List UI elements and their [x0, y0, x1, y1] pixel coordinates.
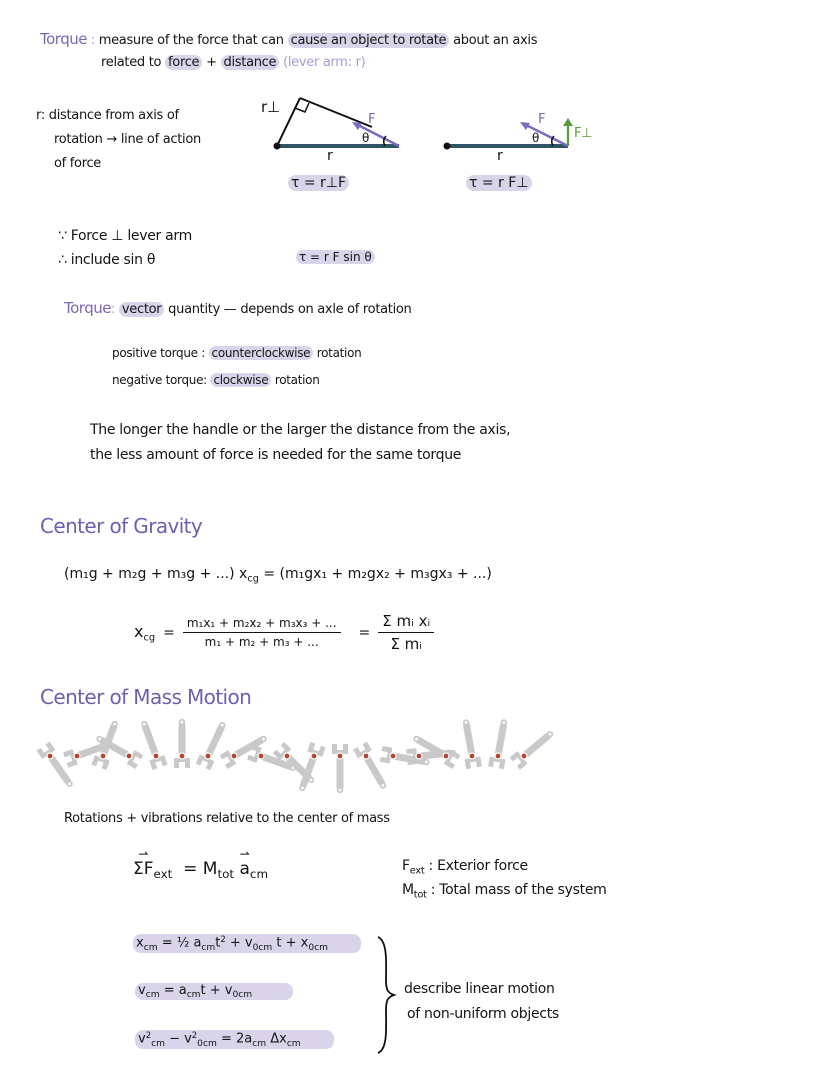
tot-sub: tot — [217, 867, 235, 882]
kinematic-velocity-equation: $v_{cm} = a_{cm}t + v_{0cm}$ — [135, 983, 293, 1000]
formula-tau-rfsin: τ = r F sin θ — [296, 250, 375, 264]
because-line: ∵ Force ⊥ lever arm — [58, 228, 192, 244]
handle-note-line1: The longer the handle or the larger the distance from the axis, — [90, 422, 511, 438]
colon: : — [90, 33, 95, 48]
formula-tau-r-fperp: τ = r F⊥ — [466, 175, 532, 191]
wrench-sequence — [37, 718, 558, 794]
curly-brace — [374, 935, 398, 1055]
r-label-left: r — [327, 148, 333, 164]
counterclockwise-highlight: counterclockwise — [209, 346, 314, 360]
r-label-right: r — [497, 148, 503, 164]
distance-highlight: distance — [221, 55, 280, 70]
cg-eq1-left: (m₁g + m₂g + m₃g + ...) x — [64, 566, 248, 582]
torque-def-highlight: cause an object to rotate — [288, 33, 450, 48]
brace-note-line2: of non-uniform objects — [407, 1006, 559, 1022]
r-def-line3: of force — [54, 156, 101, 171]
vector-highlight: vector — [119, 302, 164, 317]
clockwise-highlight: clockwise — [210, 373, 271, 387]
f-perp-label: F⊥ — [574, 126, 593, 141]
r-label: r: — [36, 108, 45, 123]
vector-rest: quantity — depends on axle of rotation — [168, 302, 412, 317]
equals-mass: = M — [183, 859, 218, 879]
theta-label-right: θ — [532, 131, 540, 145]
torque-def-text-end: about an axis — [453, 33, 538, 48]
formula-tau-rperp-f: τ = r⊥F — [288, 175, 349, 191]
positive-torque-label: positive torque : — [112, 346, 206, 360]
ext-sub: ext — [409, 865, 425, 877]
sum-force-vector: ⇀ ΣF — [133, 859, 154, 879]
f-label-left: F — [368, 112, 376, 127]
negative-torque-label: negative torque: — [112, 373, 207, 387]
xcg-lhs: x — [134, 621, 144, 641]
sigma-numerator: Σ mᵢ xᵢ — [378, 612, 434, 633]
cg-eq1-right: = (m₁gx₁ + m₂gx₂ + m₃gx₃ + ...) — [263, 566, 492, 582]
cm-sub: cm — [249, 867, 269, 882]
lever-arm-note: (lever arm: r) — [283, 55, 366, 70]
fraction-numerator: m₁x₁ + m₂x₂ + m₃x₃ + ... — [183, 616, 341, 633]
ext-sub: ext — [153, 867, 173, 882]
cg-sub: cg — [143, 632, 156, 644]
mtot-text: : Total mass of the system — [430, 882, 607, 898]
rotation-text: rotation — [316, 346, 362, 360]
center-of-gravity-heading: Center of Gravity — [40, 514, 203, 538]
force-highlight: force — [165, 55, 202, 70]
sigma-denominator: Σ mᵢ — [390, 635, 422, 653]
wrench-tumbling-illustration — [36, 715, 536, 795]
fext-symbol: F — [402, 858, 410, 874]
related-to-text: related to — [101, 55, 162, 70]
mtot-symbol: M — [402, 882, 414, 898]
f-label-right: F — [538, 112, 546, 127]
fext-text: : Exterior force — [428, 858, 528, 874]
mtot-definition — [402, 882, 606, 900]
torque-term-2: Torque — [64, 299, 111, 317]
kinematic-velocity-squared-equation: $v^2_{cm} - v^2_{0cm} = 2a_{cm}$ $\Delta x_{cm}$ — [135, 1030, 334, 1049]
newton-second-law-system — [133, 859, 268, 881]
therefore-line: ∴ include sin θ — [58, 252, 156, 268]
cg-equation-1 — [64, 566, 492, 584]
cg-fraction-sigma — [378, 612, 434, 653]
torque-diagram-perpendicular-force — [0, 0, 828, 220]
r-def-line2: rotation → line of action — [54, 132, 201, 147]
acceleration-vector: ⇀ a — [240, 859, 250, 879]
center-of-mass-motion-heading: Center of Mass Motion — [40, 685, 252, 709]
equals: = — [163, 624, 175, 641]
fext-definition — [402, 858, 528, 876]
torque-vector-line — [64, 299, 412, 317]
r-perp-label: r⊥ — [261, 98, 280, 116]
handle-note-line2: the less amount of force is needed for the same torque — [90, 447, 462, 463]
tot-sub: tot — [413, 889, 427, 901]
fraction-denominator: m₁ + m₂ + m₃ + ... — [204, 635, 319, 649]
cg-equation-2 — [134, 612, 434, 653]
theta-label-left: θ — [362, 131, 370, 145]
brace-note-line1: describe linear motion — [404, 981, 555, 997]
kinematic-position-equation: $x_{cm}$ = ½ $a_{cm}t^2 + v_{0cm}$ $t + x_{0cm}$ — [133, 934, 361, 953]
positive-torque-line — [112, 346, 361, 360]
negative-torque-line — [112, 373, 320, 387]
equals: = — [358, 624, 371, 641]
com-caption: Rotations + vibrations relative to the center of mass — [64, 811, 390, 826]
rotation-text: rotation — [274, 373, 320, 387]
colon: : — [110, 302, 116, 317]
torque-term: Torque — [40, 30, 87, 48]
plus-sign: + — [206, 55, 217, 70]
r-def-line1: distance from axis of — [48, 108, 179, 123]
cg-fraction-expanded — [183, 616, 341, 649]
torque-def-text: measure of the force that can — [98, 33, 284, 48]
cg-sub: cg — [247, 573, 259, 585]
